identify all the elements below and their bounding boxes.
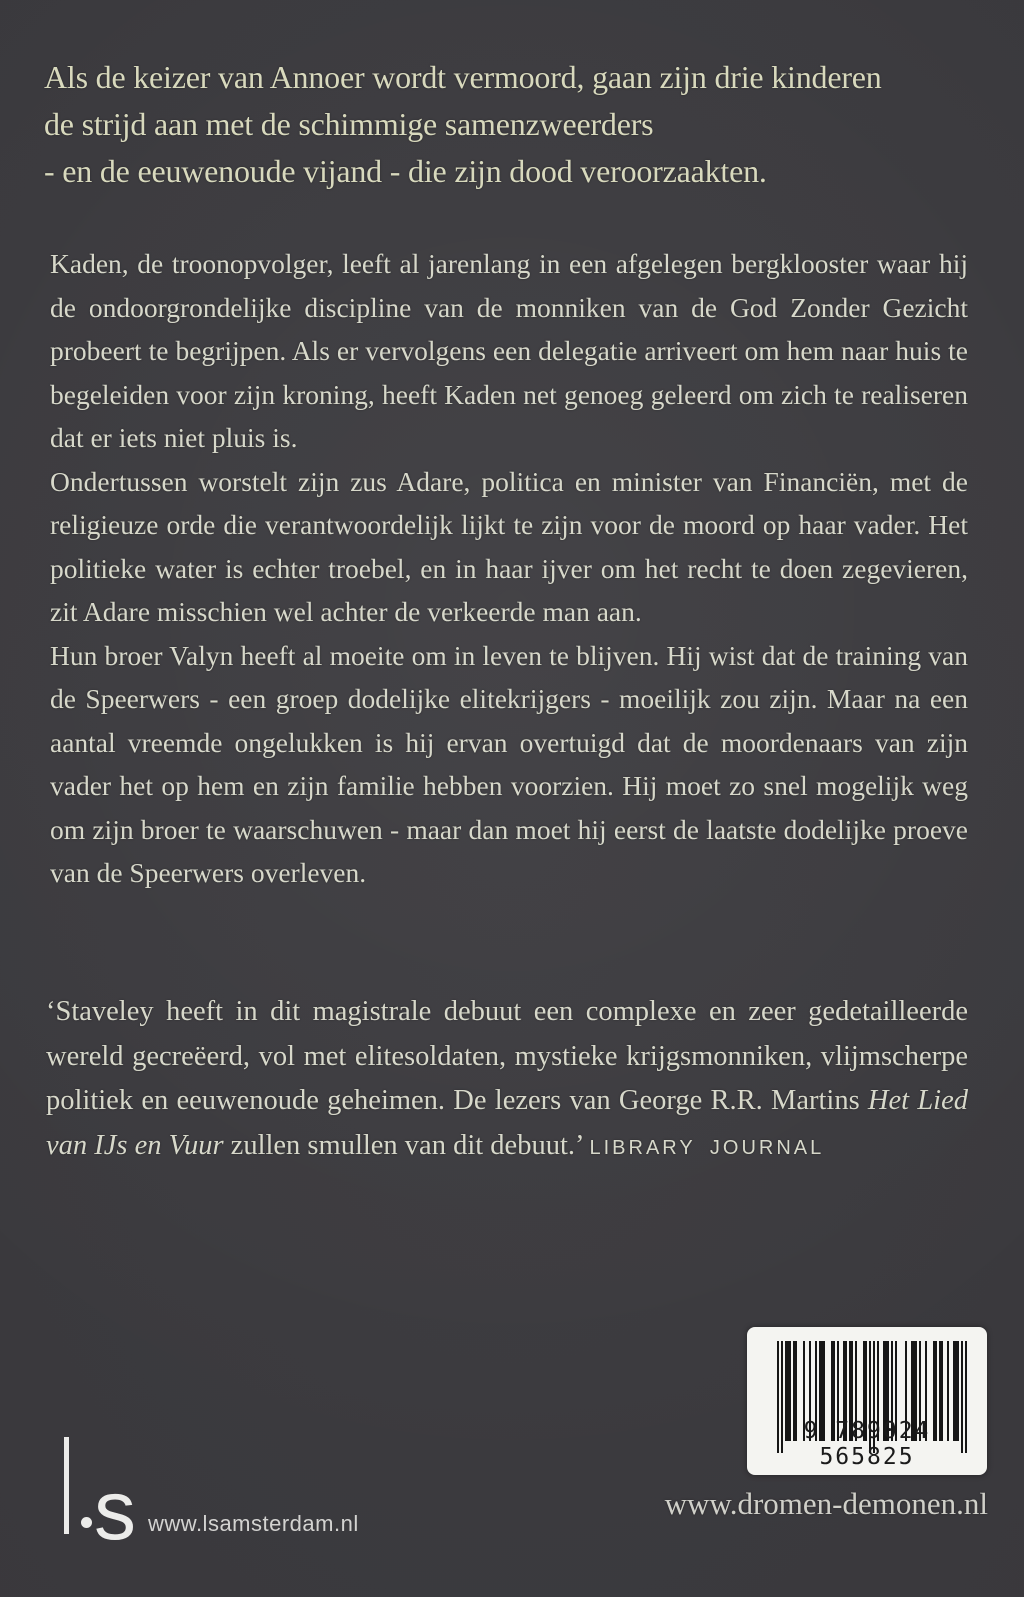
logo-dot-icon: [81, 1517, 92, 1528]
synopsis-paragraph-kaden: Kaden, de troonopvolger, leeft al jarenlang in een afgelegen bergklooster waar hij de ondoorgrondelijke discipline van de monniken van de God Zonder Gezicht probeert te begrijpen. Als er vervolgens een delegatie arriveert om hem naar huis te begeleiden voor zijn kroning, heeft Kaden net genoeg geleerd om zich te realiseren dat er iets niet pluis is.: [50, 248, 968, 453]
logo-letter-l-icon: [64, 1437, 69, 1534]
review-quote: [46, 990, 968, 1170]
tagline-line-1: Als de keizer van Annoer wordt vermoord, gaan zijn drie kinderen: [44, 59, 882, 95]
review-text: ‘Staveley heeft in dit magistrale debuut een complexe en zeer gedetailleerde wereld gecreëerd, vol met elitesoldaten, mystieke krijgsmonniken, vlijmscherpe politiek en eeuwenoude geheimen. De lezers van George R.R. Martins: [46, 996, 968, 1116]
synopsis-paragraph-adare: Ondertussen worstelt zijn zus Adare, politica en minister van Financiën, met de religieuze orde die verantwoordelijk lijkt te zijn voor de moord op haar vader. Het politieke water is echter troebel, en in haar ijver om het recht te doen zegevieren, zit Adare misschien wel achter de verkeerde man aan.: [50, 465, 968, 627]
barcode: [747, 1327, 987, 1475]
referenced-book-title: Het Lied van IJs en Vuur: [46, 1085, 968, 1161]
review-text-end: zullen smullen van dit debuut.’: [223, 1129, 590, 1161]
tagline: [44, 54, 984, 195]
book-website-url: www.dromen-demonen.nl: [664, 1486, 988, 1521]
synopsis-paragraph-valyn: Hun broer Valyn heeft al moeite om in leven te blijven. Hij wist dat de training van de Speerwers - een groep dodelijke elitekrijgers - moeilijk zou zijn. Maar na een aantal vreemde ongelukken is hij ervan overtuigd dat de moordenaars van zijn vader het op hem en zijn familie hebben voorzien. Hij moet zo snel mogelijk weg om zijn broer te waarschuwen - maar dan moet hij eerst de laatste dodelijke proeve van de Speerwers overleven.: [50, 639, 968, 888]
publisher-url: www.lsamsterdam.nl: [148, 1511, 359, 1536]
tagline-line-2: de strijd aan met de schimmige samenzweerders: [44, 106, 654, 142]
publisher-logo: [50, 1437, 160, 1557]
logo-letter-s: s: [94, 1463, 136, 1557]
tagline-line-3: - en de eeuwenoude vijand - die zijn dood veroorzaakten.: [44, 153, 767, 189]
review-source: LIBRARY JOURNAL: [589, 1136, 825, 1159]
synopsis: [50, 242, 968, 895]
isbn-number: 9 789024 565825: [803, 1418, 931, 1470]
